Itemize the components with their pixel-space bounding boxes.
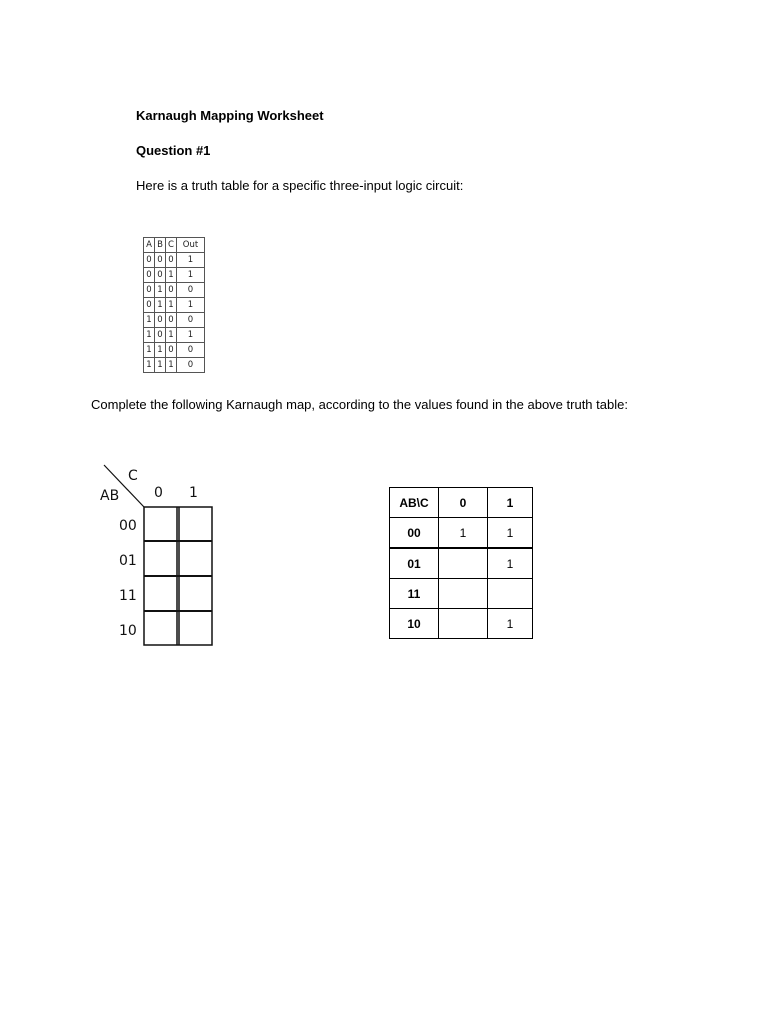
truth-table-header-out: Out xyxy=(177,238,205,253)
truth-table-cell: 0 xyxy=(144,253,155,268)
kmap-table-row-label: 00 xyxy=(390,518,439,549)
kmap-table-cell: 1 xyxy=(488,548,533,579)
kmap-table-cell xyxy=(439,609,488,639)
blank-kmap-drawing xyxy=(96,460,226,650)
kmap-table-cell xyxy=(488,579,533,609)
kmap-table-cell: 1 xyxy=(488,609,533,639)
truth-table-cell: 0 xyxy=(177,283,205,298)
intro-text: Here is a truth table for a specific three-input logic circuit: xyxy=(136,178,464,193)
kmap-table-header-row xyxy=(390,488,533,518)
truth-table-row xyxy=(144,253,205,268)
truth-table-header-row xyxy=(144,238,205,253)
kmap-table-row xyxy=(390,609,533,639)
truth-table-header-a: A xyxy=(144,238,155,253)
kmap-table-row-label: 01 xyxy=(390,548,439,579)
truth-table xyxy=(143,237,205,373)
question-label: Question #1 xyxy=(136,143,211,158)
kmap-table-row xyxy=(390,548,533,579)
truth-table-cell: 1 xyxy=(177,328,205,343)
truth-table-cell: 0 xyxy=(177,343,205,358)
truth-table-row xyxy=(144,283,205,298)
kmap-table-cell: 1 xyxy=(488,518,533,549)
kmap-table-row xyxy=(390,579,533,609)
truth-table-cell: 0 xyxy=(166,343,177,358)
truth-table-cell: 0 xyxy=(155,253,166,268)
truth-table-cell: 0 xyxy=(166,253,177,268)
kmap-corner-col-var: C xyxy=(128,468,138,484)
truth-table-row xyxy=(144,268,205,283)
truth-table-cell: 1 xyxy=(155,283,166,298)
kmap-row-label: 00 xyxy=(119,518,137,534)
truth-table-cell: 1 xyxy=(177,253,205,268)
kmap-table-header-corner: AB\C xyxy=(390,488,439,518)
truth-table-row xyxy=(144,358,205,373)
truth-table-cell: 0 xyxy=(155,313,166,328)
truth-table-cell: 1 xyxy=(144,343,155,358)
truth-table-cell: 0 xyxy=(155,268,166,283)
kmap-table-cell: 1 xyxy=(439,518,488,549)
truth-table-row xyxy=(144,313,205,328)
truth-table-cell: 1 xyxy=(144,328,155,343)
kmap-table-cell xyxy=(439,548,488,579)
truth-table-cell: 1 xyxy=(166,358,177,373)
kmap-table-row xyxy=(390,518,533,549)
instruction-text: Complete the following Karnaugh map, according to the values found in the above truth table: xyxy=(91,397,628,412)
truth-table-cell: 1 xyxy=(177,298,205,313)
truth-table-cell: 1 xyxy=(177,268,205,283)
page-title: Karnaugh Mapping Worksheet xyxy=(136,108,324,123)
truth-table-cell: 0 xyxy=(144,298,155,313)
kmap-table-cell xyxy=(439,579,488,609)
truth-table-cell: 1 xyxy=(155,343,166,358)
truth-table-row xyxy=(144,298,205,313)
truth-table-cell: 0 xyxy=(166,313,177,328)
kmap-table-header-c0: 0 xyxy=(439,488,488,518)
truth-table-cell: 1 xyxy=(144,313,155,328)
truth-table-cell: 0 xyxy=(144,268,155,283)
truth-table-cell: 1 xyxy=(155,298,166,313)
truth-table-cell: 1 xyxy=(166,268,177,283)
truth-table-row xyxy=(144,343,205,358)
kmap-corner-row-var: AB xyxy=(100,488,120,504)
truth-table-cell: 0 xyxy=(177,313,205,328)
kmap-table-row-label: 10 xyxy=(390,609,439,639)
truth-table-header-b: B xyxy=(155,238,166,253)
truth-table-cell: 0 xyxy=(166,283,177,298)
kmap-table-row-label: 11 xyxy=(390,579,439,609)
truth-table-cell: 0 xyxy=(144,283,155,298)
truth-table-row xyxy=(144,328,205,343)
truth-table-cell: 0 xyxy=(155,328,166,343)
kmap-row-label: 01 xyxy=(119,553,137,569)
truth-table-cell: 1 xyxy=(144,358,155,373)
truth-table-cell: 1 xyxy=(155,358,166,373)
truth-table-cell: 1 xyxy=(166,328,177,343)
kmap-row-label: 10 xyxy=(119,623,137,639)
kmap-table-header-c1: 1 xyxy=(488,488,533,518)
kmap-table xyxy=(389,487,533,639)
truth-table-cell: 1 xyxy=(166,298,177,313)
truth-table-header-c: C xyxy=(166,238,177,253)
kmap-col-label: 1 xyxy=(189,485,198,501)
kmap-row-label: 11 xyxy=(119,588,137,604)
truth-table-cell: 0 xyxy=(177,358,205,373)
kmap-col-label: 0 xyxy=(154,485,163,501)
